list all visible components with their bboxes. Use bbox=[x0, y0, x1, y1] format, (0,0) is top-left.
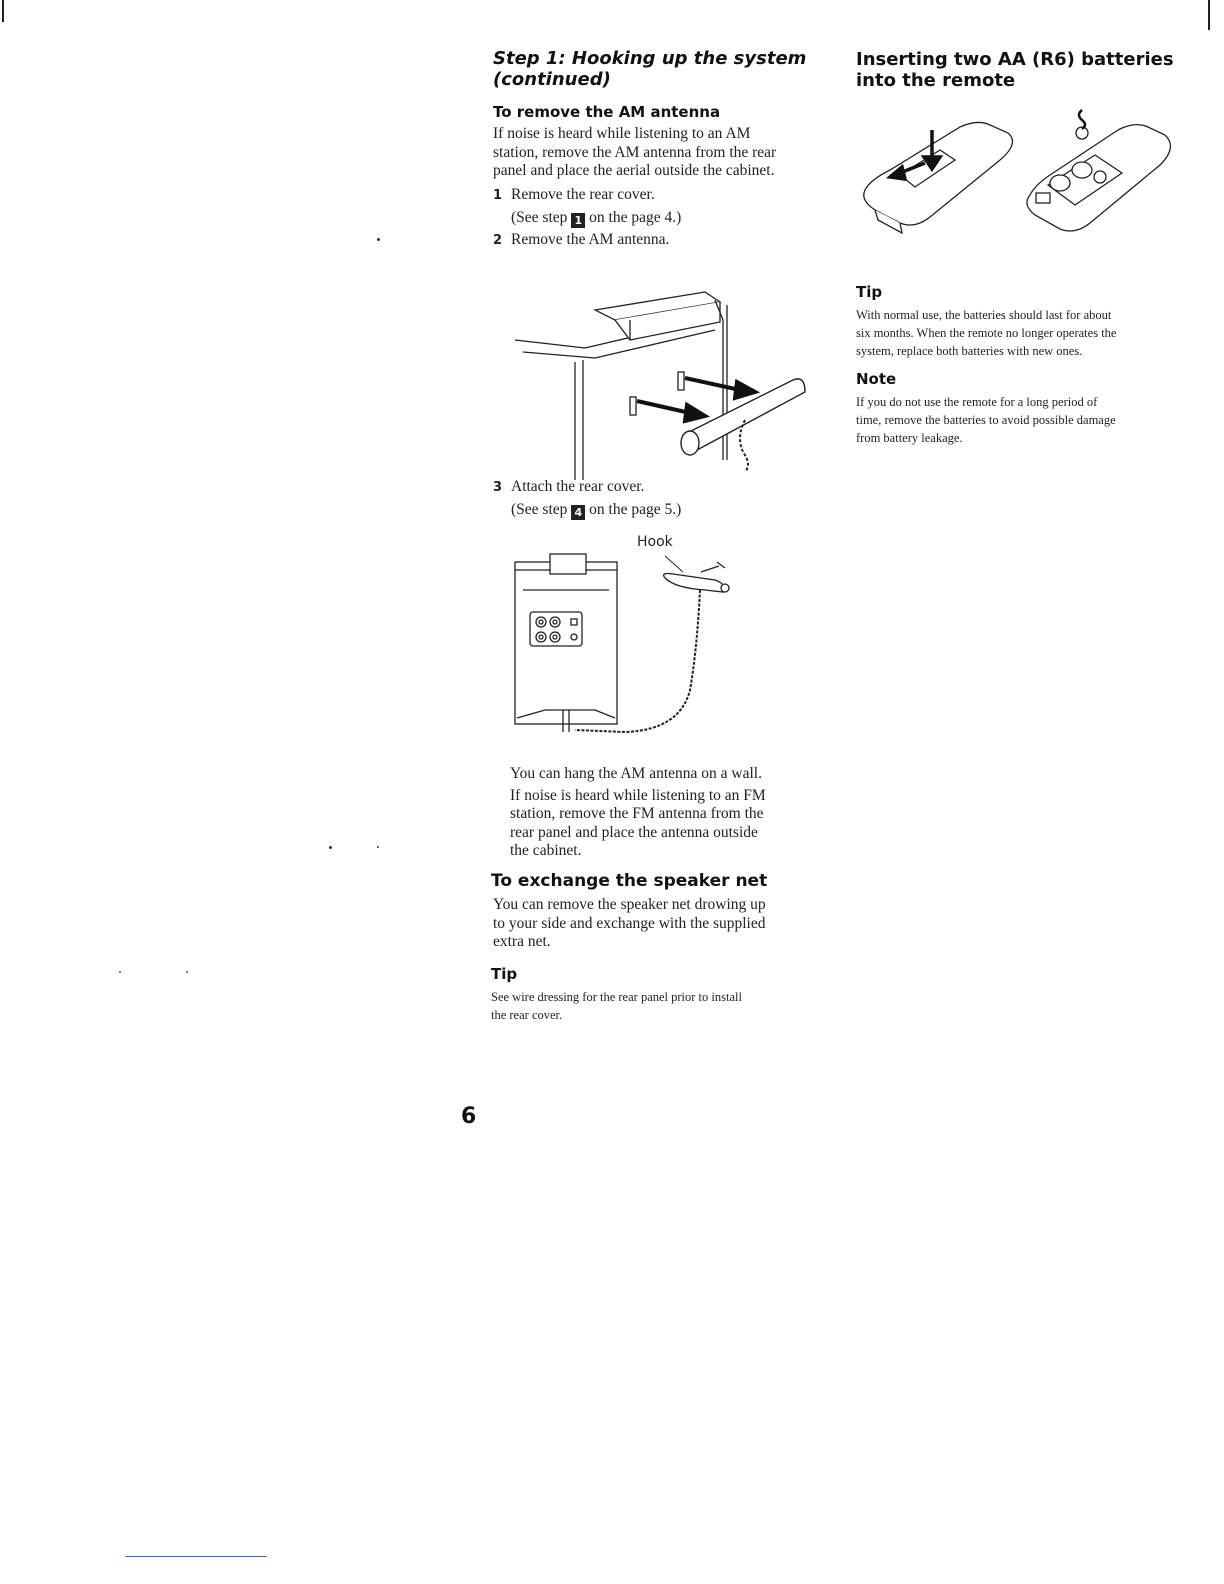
step-ref-prefix: (See step bbox=[511, 208, 568, 226]
step-title-line2: (continued) bbox=[493, 69, 611, 90]
speaker-net-text bbox=[493, 896, 823, 952]
scan-edge-left bbox=[2, 0, 4, 22]
hook-label: Hook bbox=[637, 534, 673, 550]
note-text bbox=[856, 393, 1186, 447]
batteries-heading-line1: Inserting two AA (R6) batteries bbox=[856, 49, 1174, 70]
hang-line: the cabinet. bbox=[510, 842, 582, 859]
note-line: If you do not use the remote for a long period of bbox=[856, 395, 1098, 409]
step-number: 1 bbox=[493, 188, 503, 203]
step-number-box: 1 bbox=[571, 213, 585, 228]
hang-line: station, remove the FM antenna from the bbox=[510, 805, 764, 822]
intro-line: station, remove the AM antenna from the rear bbox=[493, 143, 777, 161]
right-tip-heading: Tip bbox=[856, 283, 883, 301]
scan-dot bbox=[186, 971, 188, 973]
step-text: Remove the AM antenna. bbox=[511, 230, 670, 248]
batteries-heading bbox=[856, 49, 1174, 91]
intro-line: If noise is heard while listening to an AM bbox=[493, 125, 751, 142]
tip-line: With normal use, the batteries should last for about bbox=[856, 308, 1112, 322]
step-number: 3 bbox=[493, 480, 503, 495]
hang-line: rear panel and place the antenna outside bbox=[510, 823, 758, 841]
step-ref-suffix: on the page 4.) bbox=[589, 208, 682, 226]
remove-antenna-illustration bbox=[505, 280, 815, 480]
note-line: time, remove the batteries to avoid possible damage bbox=[856, 413, 1116, 427]
bottom-rule bbox=[125, 1556, 267, 1557]
scan-edge-right bbox=[1208, 0, 1210, 30]
scan-dot bbox=[377, 846, 379, 848]
hang-line: You can hang the AM antenna on a wall. bbox=[510, 765, 762, 782]
scan-dot bbox=[329, 846, 332, 849]
scan-dot bbox=[377, 238, 380, 241]
speaker-net-line: You can remove the speaker net drowing up bbox=[493, 896, 766, 913]
speaker-net-heading: To exchange the speaker net bbox=[491, 871, 768, 891]
scan-dot bbox=[119, 971, 121, 973]
remove-am-intro bbox=[493, 125, 833, 181]
step-number-box: 4 bbox=[571, 505, 585, 520]
tip-line: See wire dressing for the rear panel prior to install bbox=[491, 990, 742, 1004]
tip-line: system, replace both batteries with new ones. bbox=[856, 344, 1083, 358]
step-title bbox=[493, 48, 806, 90]
speaker-net-line: extra net. bbox=[493, 933, 551, 950]
step-number: 2 bbox=[493, 232, 503, 248]
hang-line: If noise is heard while listening to an FM bbox=[510, 786, 766, 804]
step-3 bbox=[493, 478, 823, 520]
step-text: Attach the rear cover. bbox=[511, 478, 645, 495]
step-ref-prefix: (See step bbox=[511, 500, 568, 518]
hang-antenna-illustration bbox=[505, 550, 765, 740]
tip-line: the rear cover. bbox=[491, 1008, 563, 1022]
speaker-net-line: to your side and exchange with the supplied bbox=[493, 914, 766, 932]
right-tip-text bbox=[856, 306, 1186, 360]
tip-line: six months. When the remote no longer operates the bbox=[856, 326, 1117, 340]
left-tip-heading: Tip bbox=[491, 965, 518, 983]
remote-batteries-illustration bbox=[860, 105, 1180, 245]
intro-line: panel and place the aerial outside the cabinet. bbox=[493, 162, 775, 179]
remove-am-antenna-heading: To remove the AM antenna bbox=[493, 103, 721, 121]
step-1 bbox=[493, 186, 823, 250]
hang-antenna-text bbox=[510, 765, 820, 861]
step-text: Remove the rear cover. bbox=[511, 186, 655, 203]
step-title-line1: Step 1: Hooking up the system bbox=[493, 48, 807, 69]
step-ref-suffix: on the page 5.) bbox=[589, 500, 682, 518]
page-number: 6 bbox=[461, 1104, 477, 1129]
note-heading: Note bbox=[856, 370, 897, 388]
note-line: from battery leakage. bbox=[856, 431, 963, 445]
left-tip-text bbox=[491, 988, 821, 1024]
batteries-heading-line2: into the remote bbox=[856, 70, 1016, 91]
